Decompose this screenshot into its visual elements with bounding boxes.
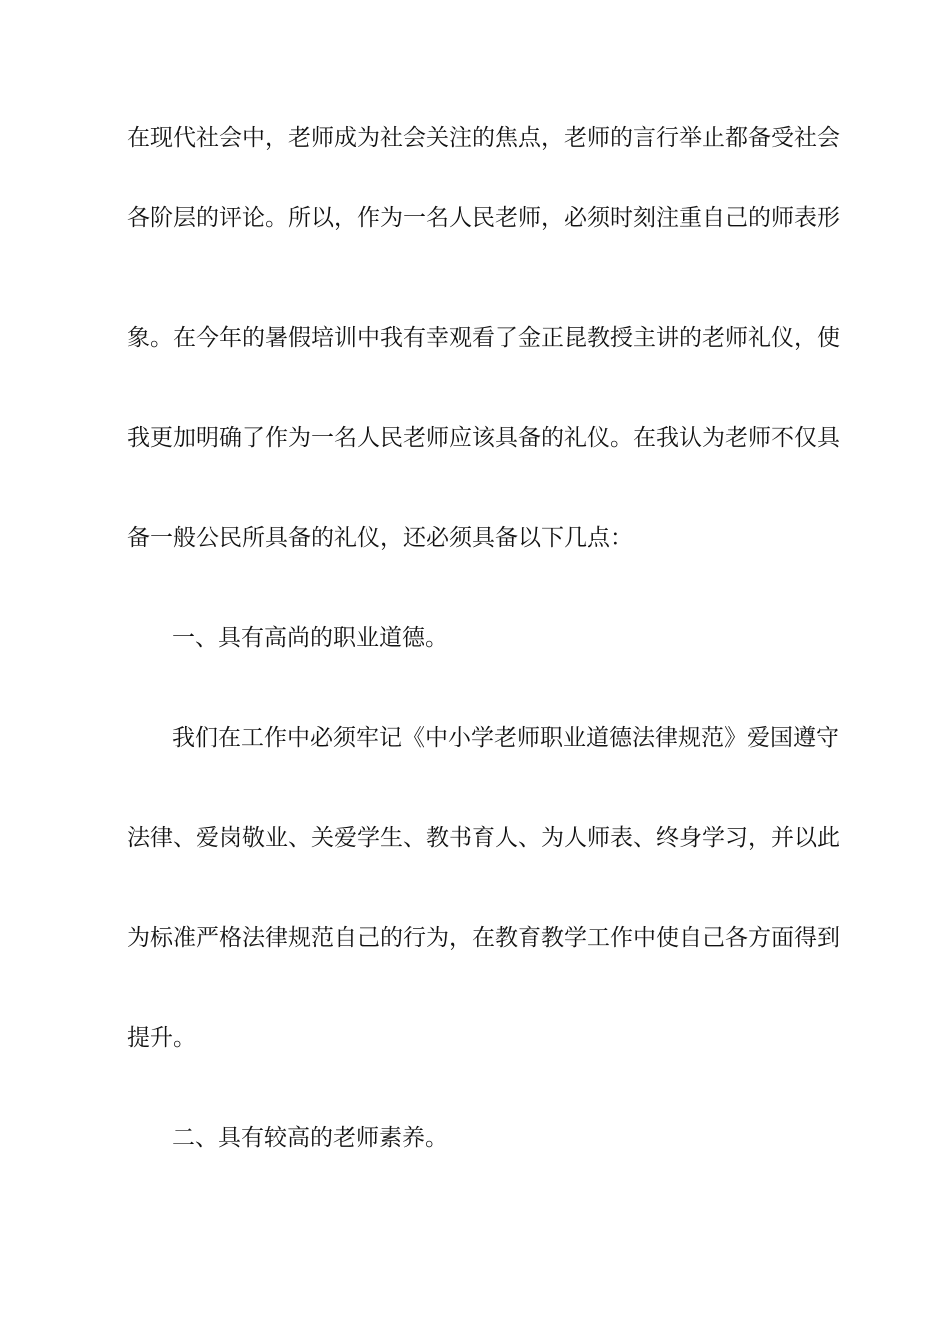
paragraph-line: 备一般公民所具备的礼仪，还必须具备以下几点： [127,525,633,551]
paragraph-line: 我更加明确了作为一名人民老师应该具备的礼仪。在我认为老师不仅具 [127,425,840,451]
paragraph-line: 为标准严格法律规范自己的行为，在教育教学工作中使自己各方面得到 [127,925,840,951]
paragraph-line: 各阶层的评论。所以，作为一名人民老师，必须时刻注重自己的师表形 [127,205,840,231]
paragraph-line: 在现代社会中，老师成为社会关注的焦点，老师的言行举止都备受社会 [127,125,840,151]
paragraph-line: 象。在今年的暑假培训中我有幸观看了金正昆教授主讲的老师礼仪，使 [127,325,840,351]
paragraph-line: 提升。 [127,1025,196,1051]
section-heading: 二、具有较高的老师素养。 [172,1125,448,1151]
section-heading: 一、具有高尚的职业道德。 [172,625,448,651]
paragraph-line: 法律、爱岗敬业、关爱学生、教书育人、为人师表、终身学习，并以此 [127,825,840,851]
paragraph-line: 我们在工作中必须牢记《中小学老师职业道德法律规范》爱国遵守 [172,725,839,751]
